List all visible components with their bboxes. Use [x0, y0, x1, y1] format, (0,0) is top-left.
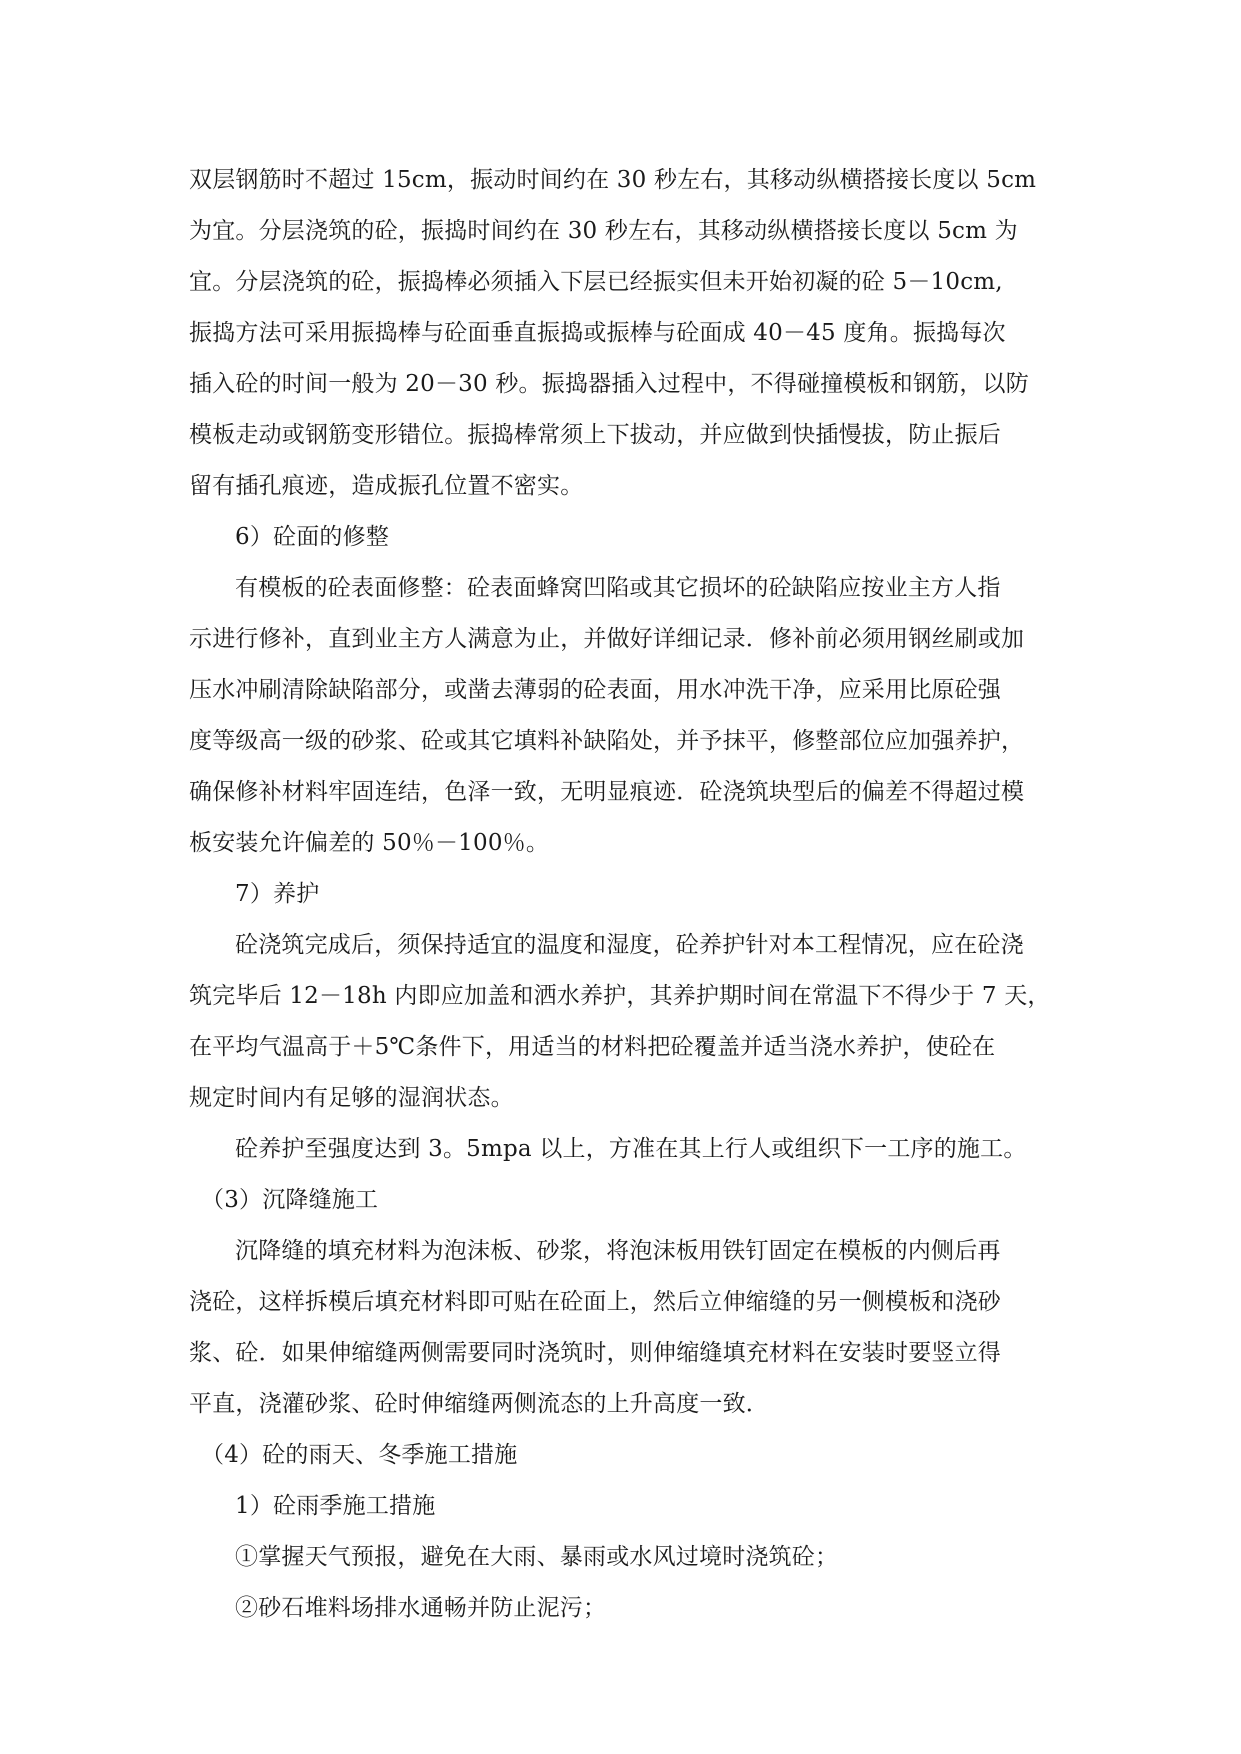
text-line: 留有插孔痕迹，造成振孔位置不密实。 — [189, 473, 584, 499]
text-line: 确保修补材料牢固连结，色泽一致，无明显痕迹．砼浇筑块型后的偏差不得超过模 — [189, 779, 1025, 805]
text-line: 振捣方法可采用振捣棒与砼面垂直振捣或振棒与砼面成 40－45 度角。振捣每次 — [189, 320, 1006, 346]
subsection-heading: 1）砼雨季施工措施 — [235, 1493, 436, 1519]
text-line: 规定时间内有足够的湿润状态。 — [189, 1085, 514, 1111]
text-line: 为宜。分层浇筑的砼，振捣时间约在 30 秒左右，其移动纵横搭接长度以 5cm 为 — [189, 218, 1018, 244]
section-heading: 7）养护 — [235, 881, 320, 907]
text-line: 双层钢筋时不超过 15cm，振动时间约在 30 秒左右，其移动纵横搭接长度以 5cm — [189, 167, 1037, 193]
text-line: 砼浇筑完成后，须保持适宜的温度和湿度，砼养护针对本工程情况，应在砼浇 — [235, 932, 1024, 958]
section-heading: 6）砼面的修整 — [235, 524, 390, 550]
text-line: 沉降缝的填充材料为泡沫板、砂浆，将泡沫板用铁钉固定在模板的内侧后再 — [235, 1238, 1001, 1264]
text-line: 度等级高一级的砂浆、砼或其它填料补缺陷处，并予抹平，修整部位应加强养护， — [189, 728, 1025, 754]
text-line: 压水冲刷清除缺陷部分，或凿去薄弱的砼表面，用水冲洗干净，应采用比原砼强 — [189, 677, 1001, 703]
document-body — [189, 155, 1055, 1634]
list-item: ①掌握天气预报，避免在大雨、暴雨或水风过境时浇筑砼； — [235, 1544, 839, 1570]
text-line: 宜。分层浇筑的砼，振捣棒必须插入下层已经振实但未开始初凝的砼 5－10cm, — [189, 269, 1003, 295]
text-line: 模板走动或钢筋变形错位。振捣棒常须上下拔动，并应做到快插慢拔，防止振后 — [189, 422, 1001, 448]
text-line: 平直，浇灌砂浆、砼时伸缩缝两侧流态的上升高度一致． — [189, 1391, 769, 1417]
section-heading: （4）砼的雨天、冬季施工措施 — [201, 1442, 518, 1468]
text-line: 砼养护至强度达到 3。5mpa 以上，方准在其上行人或组织下一工序的施工。 — [235, 1136, 1027, 1162]
text-line: 插入砼的时间一般为 20－30 秒。振捣器插入过程中，不得碰撞模板和钢筋，以防 — [189, 371, 1029, 397]
list-item: ②砂石堆料场排水通畅并防止泥污； — [235, 1595, 607, 1621]
text-line: 浆、砼．如果伸缩缝两侧需要同时浇筑时，则伸缩缝填充材料在安装时要竖立得 — [189, 1340, 1001, 1366]
text-line: 有模板的砼表面修整：砼表面蜂窝凹陷或其它损坏的砼缺陷应按业主方人指 — [235, 575, 1001, 601]
text-line: 筑完毕后 12－18h 内即应加盖和洒水养护，其养护期时间在常温下不得少于 7 天， — [189, 983, 1051, 1009]
text-line: 示进行修补，直到业主方人满意为止，并做好详细记录．修补前必须用钢丝刷或加 — [189, 626, 1025, 652]
text-line: 板安装允许偏差的 50％－100％。 — [189, 830, 550, 856]
text-line: 浇砼，这样拆模后填充材料即可贴在砼面上，然后立伸缩缝的另一侧模板和浇砂 — [189, 1289, 1001, 1315]
text-line: 在平均气温高于＋5℃条件下，用适当的材料把砼覆盖并适当浇水养护，使砼在 — [189, 1034, 996, 1060]
section-heading: （3）沉降缝施工 — [201, 1187, 379, 1213]
